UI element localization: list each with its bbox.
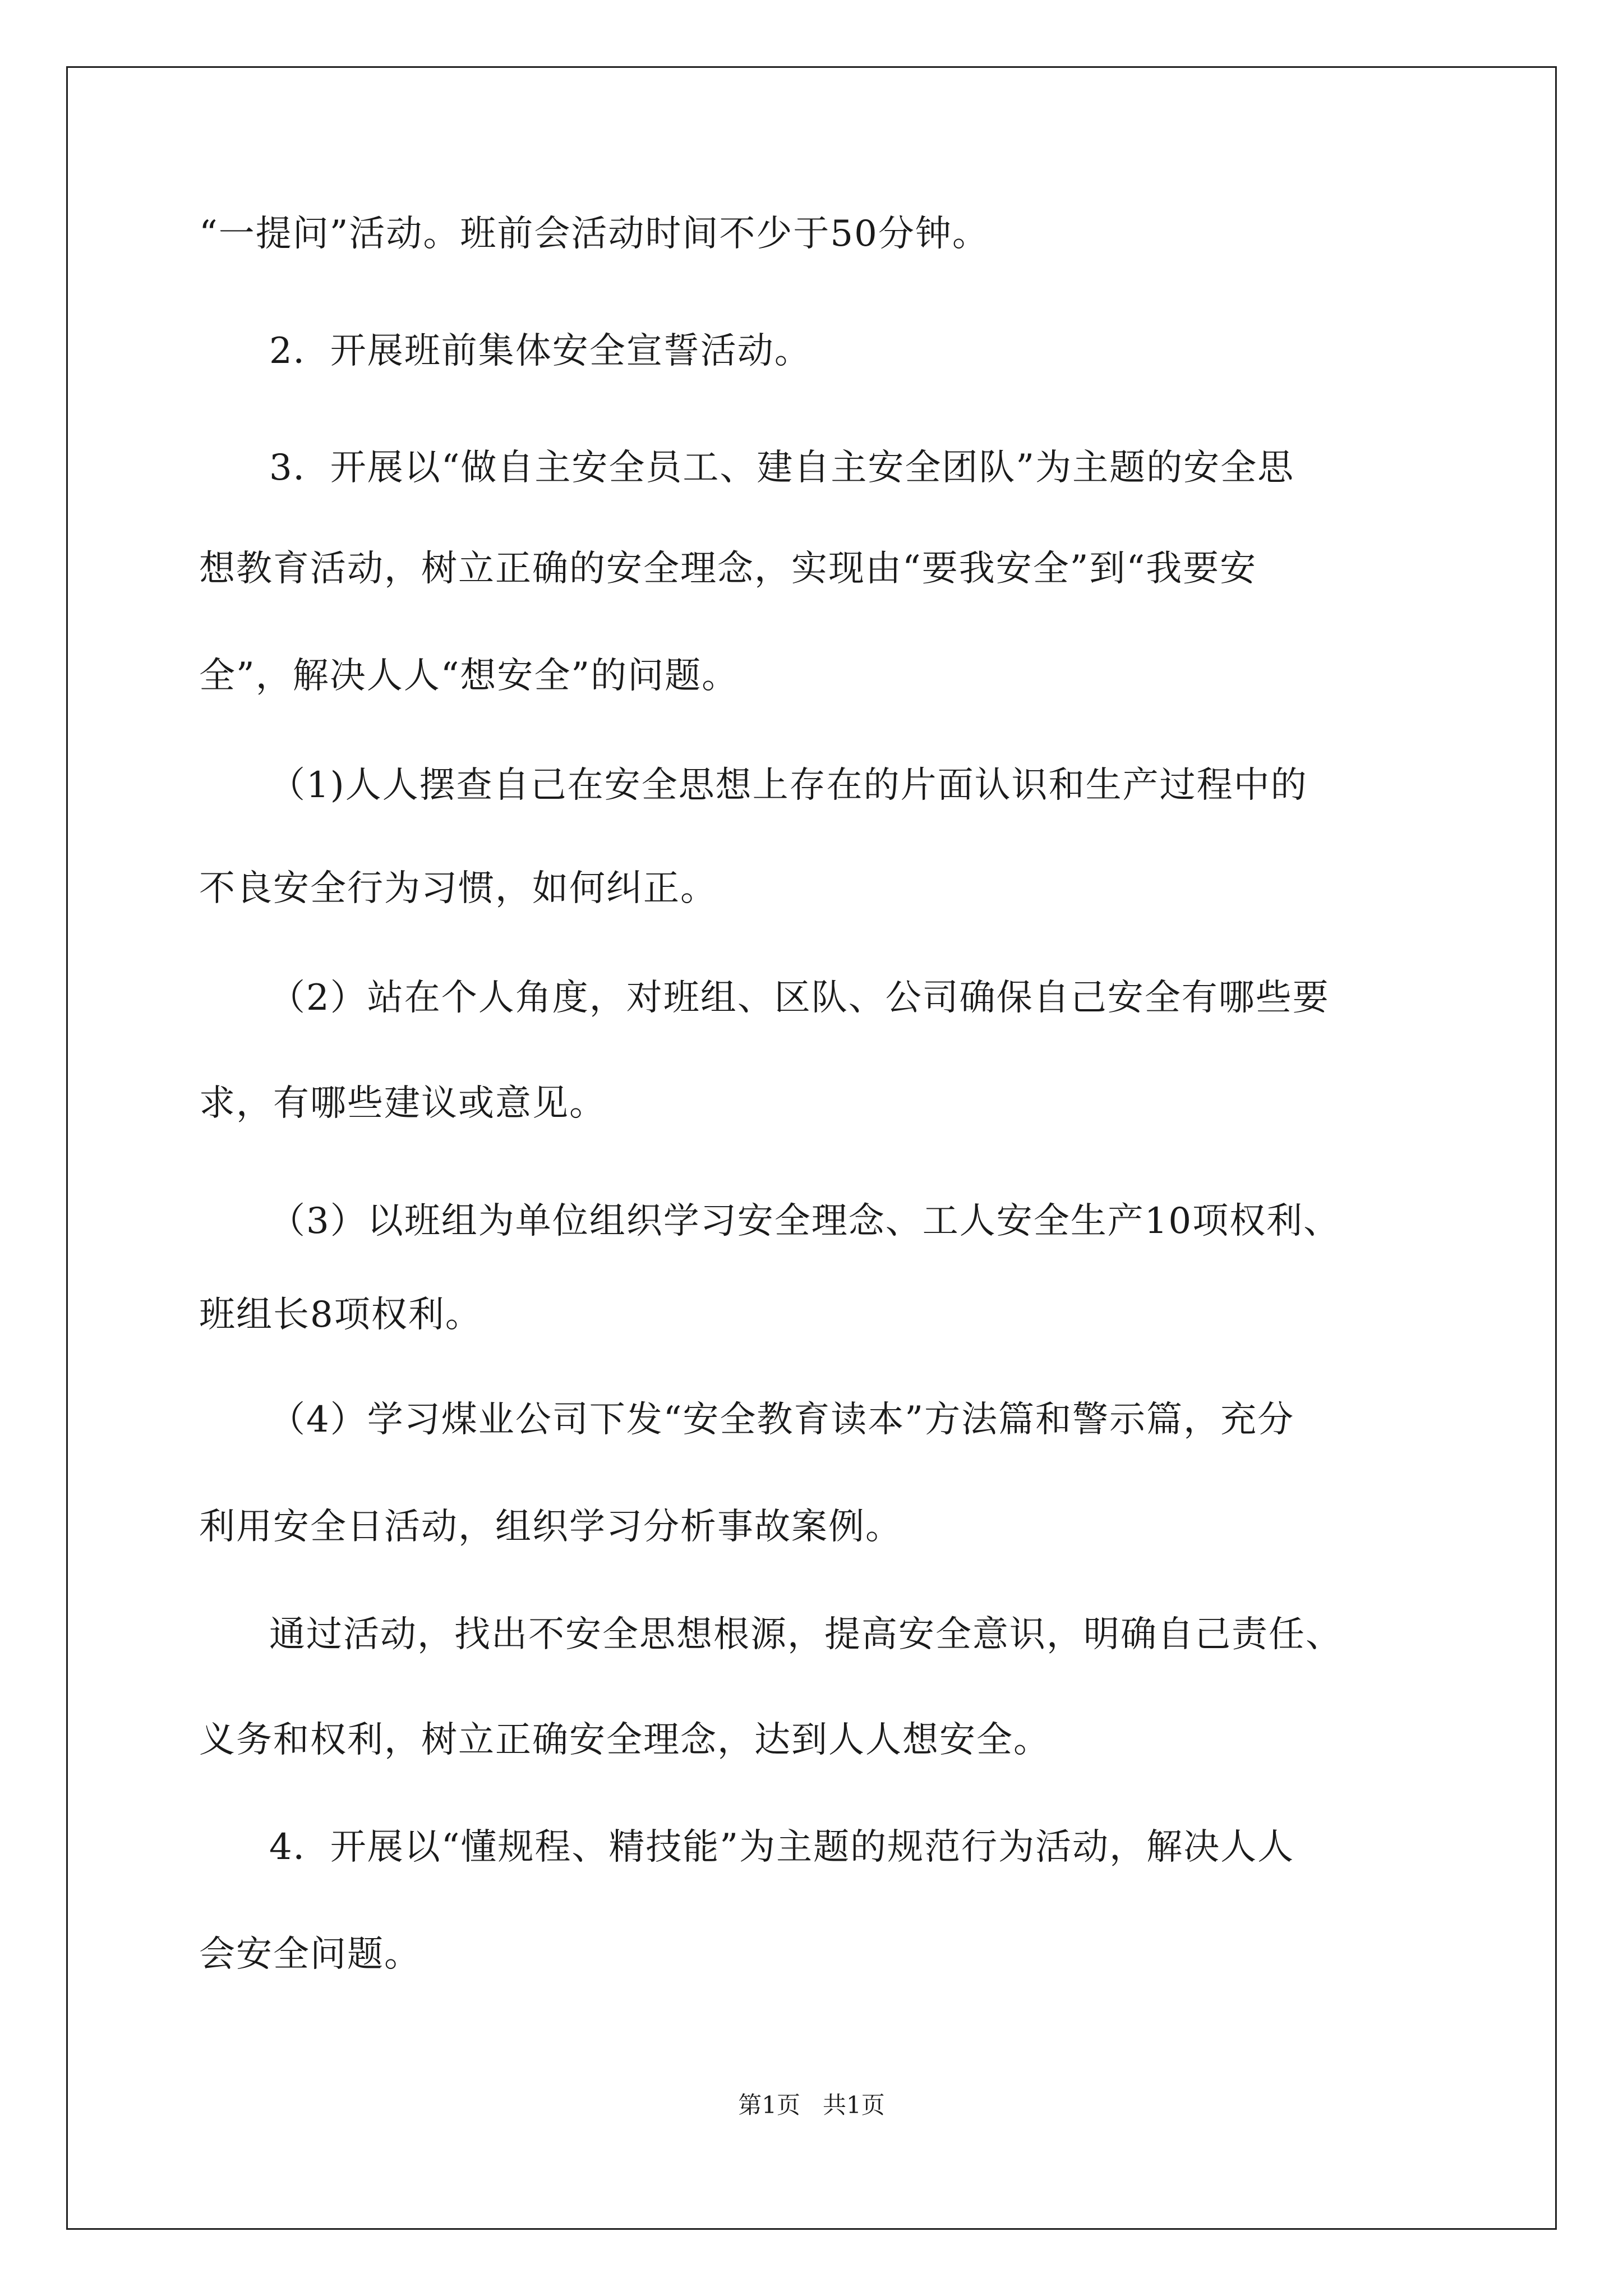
page-footer: 第1页 共1页 [738,2091,885,2119]
text-line: （4）学习煤业公司下发“安全教育读本”方法篇和警示篇，充分 [269,1399,1295,1441]
text-line: “一提问”活动。班前会活动时间不少于50分钟。 [199,213,989,255]
text-line: （2）站在个人角度，对班组、区队、公司确保自己安全有哪些要 [269,977,1330,1019]
text-line: 全”，解决人人“想安全”的问题。 [199,655,739,697]
text-line: 3．开展以“做自主安全员工、建自主安全团队”为主题的安全思 [269,447,1295,489]
text-line: 不良安全行为习惯，如何纠正。 [199,868,717,909]
text-line: 会安全问题。 [199,1934,421,1975]
page-border [66,66,1557,2230]
text-line: 想教育活动，树立正确的安全理念，实现由“要我安全”到“我要安 [199,548,1257,590]
text-line: 通过活动，找出不安全思想根源，提高安全意识，明确自己责任、 [269,1614,1343,1655]
text-line: 4．开展以“懂规程、精技能”为主题的规范行为活动，解决人人 [269,1826,1295,1868]
text-line: 义务和权利，树立正确安全理念，达到人人想安全。 [199,1719,1050,1761]
text-line: （1)人人摆查自己在安全思想上存在的片面认识和生产过程中的 [269,765,1308,806]
text-line: 利用安全日活动，组织学习分析事故案例。 [199,1506,902,1548]
text-line: 2．开展班前集体安全宣誓活动。 [269,330,811,372]
text-line: 班组长8项权利。 [199,1294,482,1336]
text-line: （3）以班组为单位组织学习安全理念、工人安全生产10项权利、 [269,1200,1341,1242]
text-line: 求，有哪些建议或意见。 [199,1083,606,1124]
